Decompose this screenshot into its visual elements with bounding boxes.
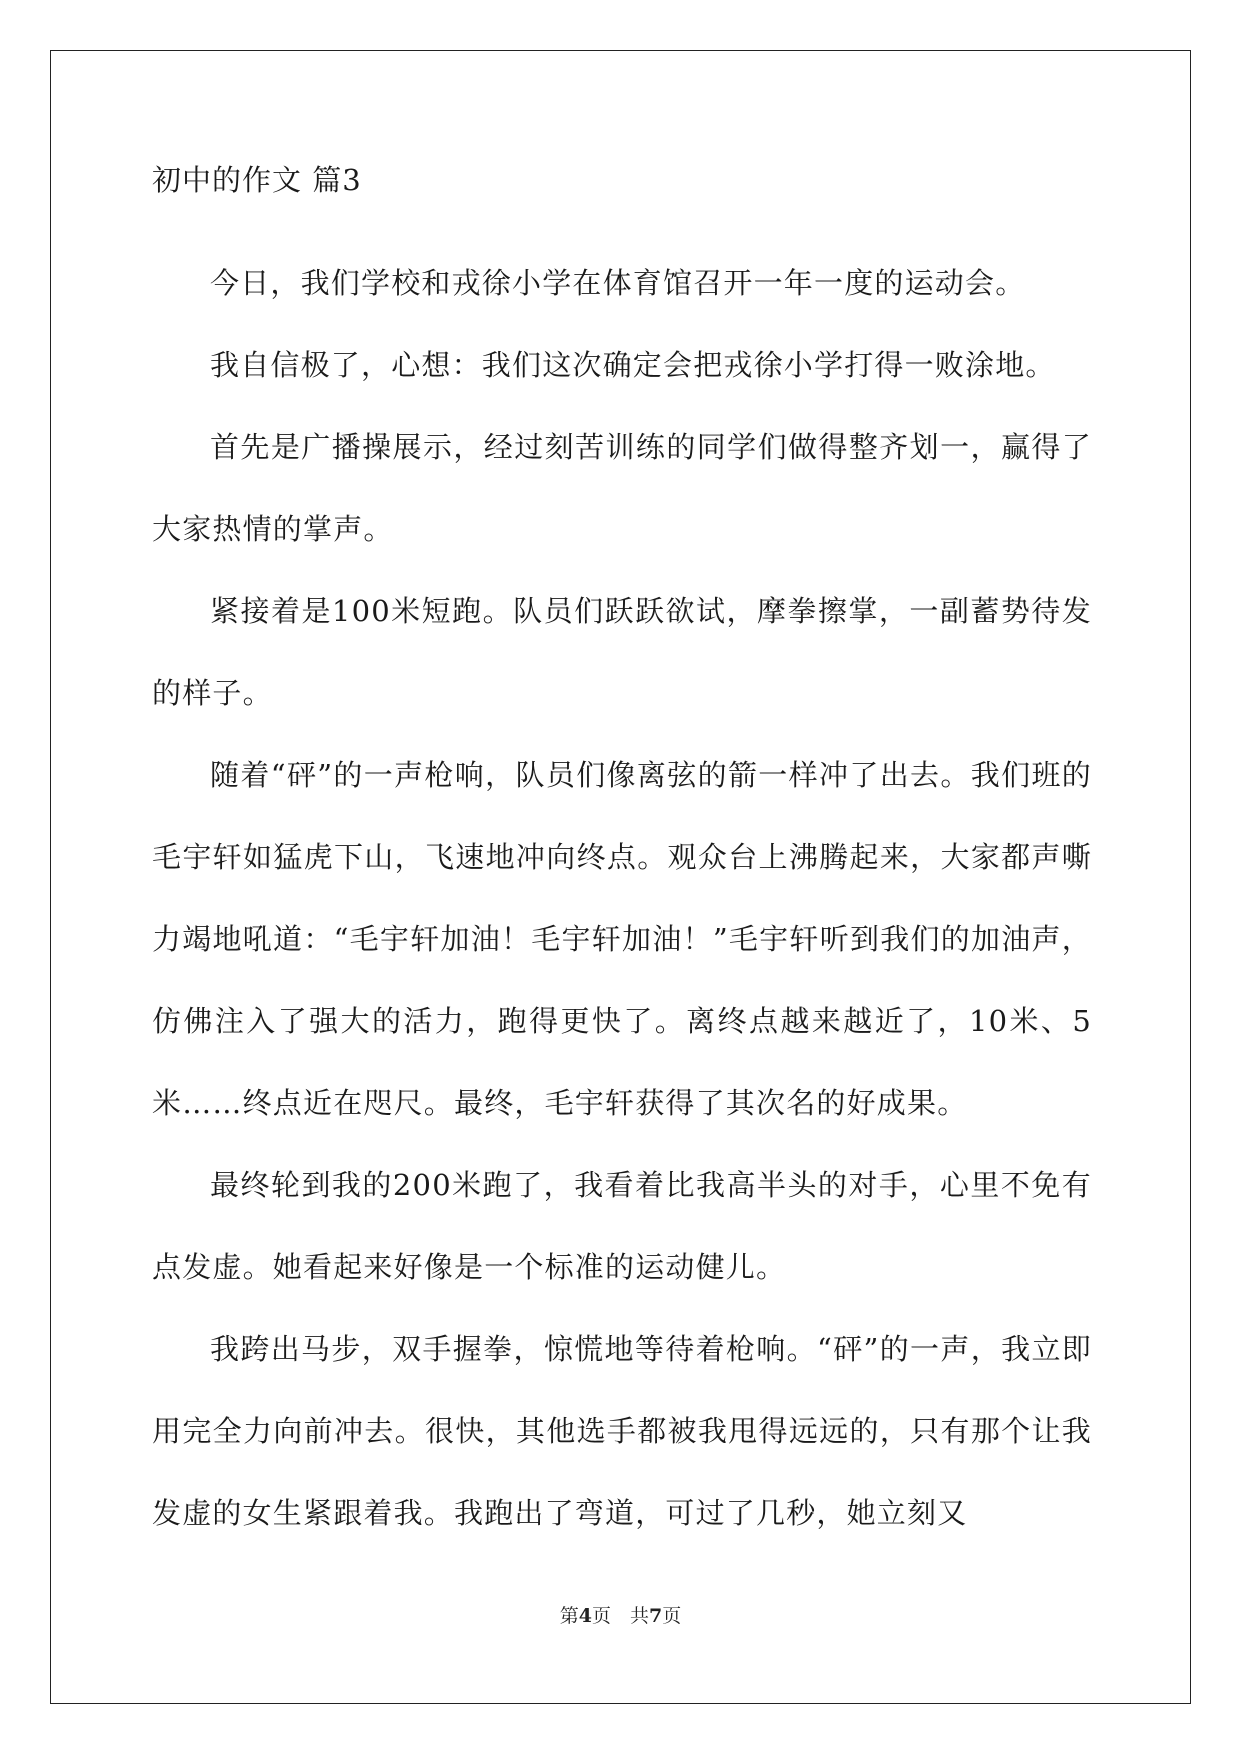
footer-middle: 页 共 (591, 1605, 649, 1627)
paragraph-2: 我自信极了，心想：我们这次确定会把戎徐小学打得一败涂地。 (210, 348, 1056, 382)
total-page-number: 7 (649, 1605, 663, 1627)
footer-suffix: 页 (662, 1605, 682, 1627)
footer-prefix: 第 (559, 1605, 579, 1627)
essay-heading: 初中的作文 篇3 (152, 163, 362, 197)
current-page-number: 4 (578, 1605, 592, 1627)
page-footer (0, 1603, 1241, 1629)
paragraph-7: 我跨出马步，双手握拳，惊慌地等待着枪响。“砰”的一声，我立即用完全力向前冲去。很快，其他选手都被我甩得远远的，只有那个让我发虚的女生紧跟着我。我跑出了弯道，可过了几秒，她立刻又 (152, 1332, 1092, 1530)
document-body (152, 160, 1092, 1554)
paragraph-1: 今日，我们学校和戎徐小学在体育馆召开一年一度的运动会。 (210, 266, 1026, 300)
paragraph-6: 最终轮到我的200米跑了，我看着比我高半头的对手，心里不免有点发虚。她看起来好像是一个标准的运动健儿。 (152, 1168, 1092, 1284)
paragraph-5: 随着“砰”的一声枪响，队员们像离弦的箭一样冲了出去。我们班的毛宇轩如猛虎下山，飞速地冲向终点。观众台上沸腾起来，大家都声嘶力竭地吼道：“毛宇轩加油！毛宇轩加油！”毛宇轩听到我们的加油声，仿佛注入了强大的活力，跑得更快了。离终点越来越近了，10米、5米……终点近在咫尺。最终，毛宇轩获得了其次名的好成果。 (152, 758, 1092, 1120)
paragraph-3: 首先是广播操展示，经过刻苦训练的同学们做得整齐划一，赢得了大家热情的掌声。 (152, 430, 1092, 546)
paragraph-4: 紧接着是100米短跑。队员们跃跃欲试，摩拳擦掌，一副蓄势待发的样子。 (152, 594, 1092, 710)
